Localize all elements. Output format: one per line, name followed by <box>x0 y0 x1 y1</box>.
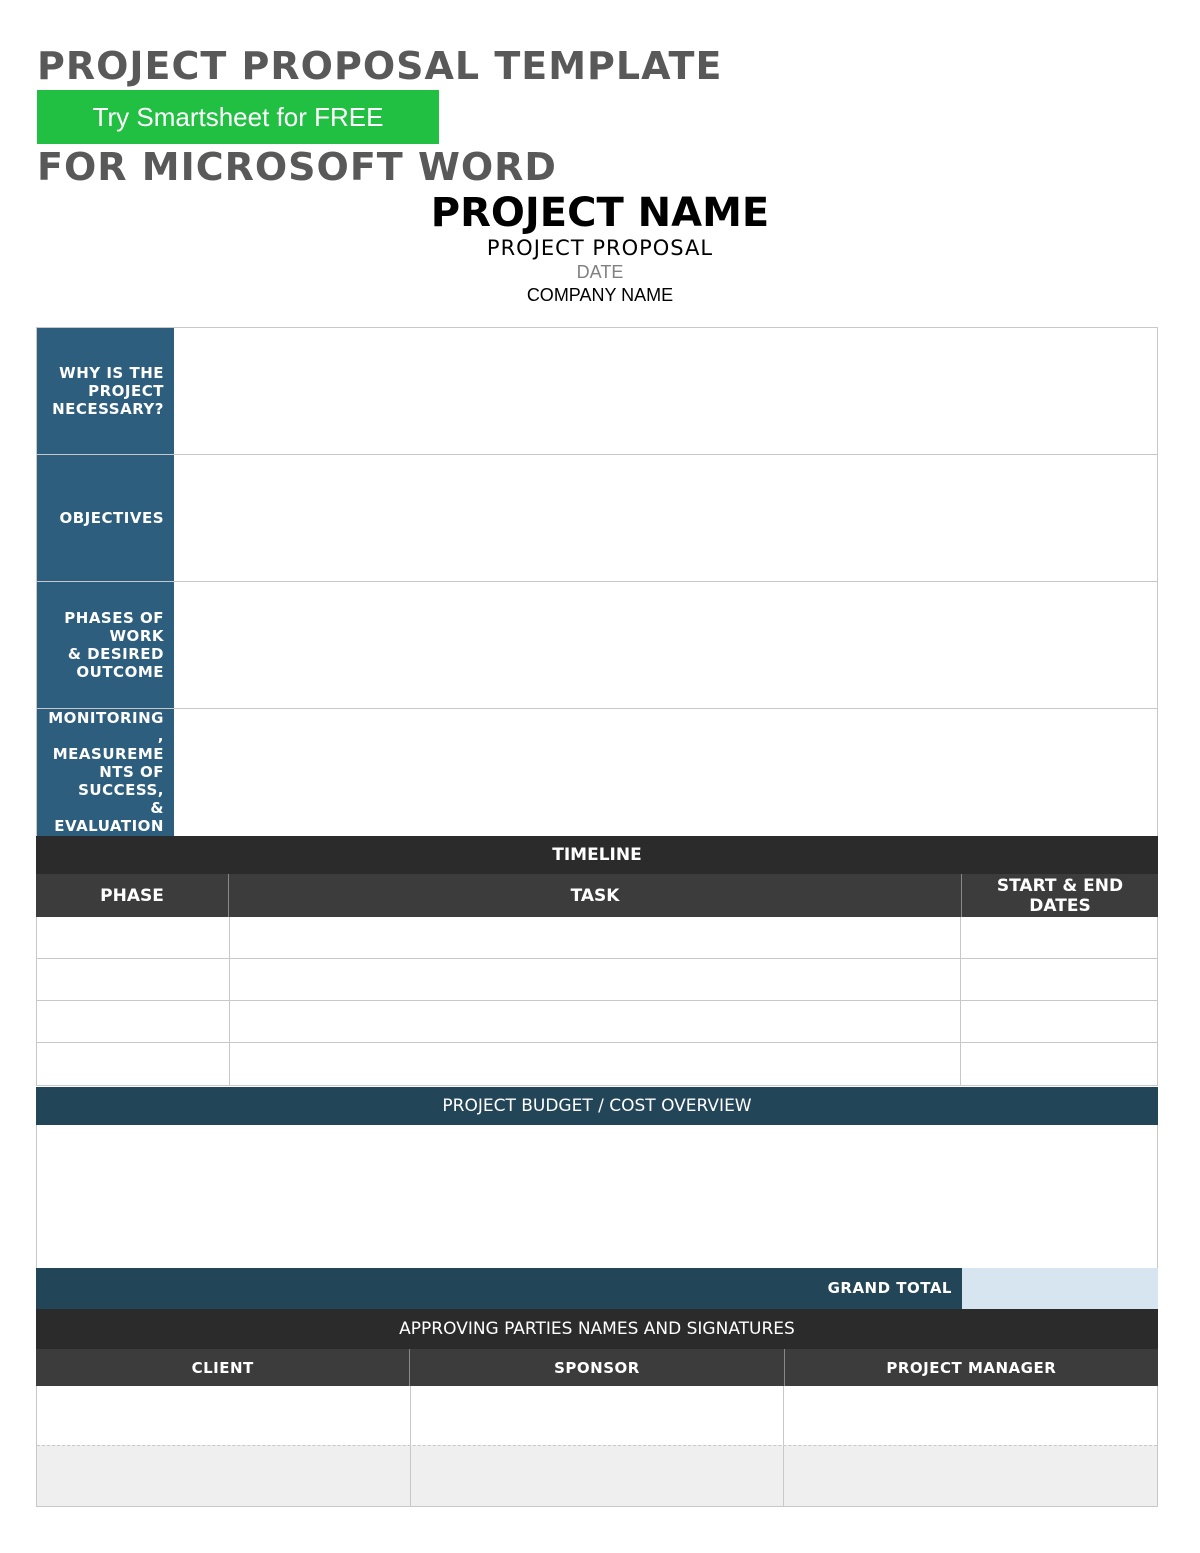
phase-cell[interactable] <box>37 917 230 958</box>
label-line: WORK <box>109 627 164 645</box>
timeline-table-body <box>36 917 1158 1086</box>
project-name[interactable]: PROJECT NAME <box>430 190 770 236</box>
timeline-header: TIMELINE <box>36 836 1158 874</box>
proposal-questions-table <box>36 327 1158 838</box>
table-row <box>37 959 1157 1001</box>
label-line: OBJECTIVES <box>59 509 164 527</box>
phase-cell[interactable] <box>37 959 230 1000</box>
timeline-col-dates <box>962 874 1158 917</box>
question-label-necessity <box>37 328 174 454</box>
label-line: , <box>157 727 164 745</box>
approvals-col-project-manager: PROJECT MANAGER <box>784 1349 1158 1386</box>
timeline-col-phase: PHASE <box>36 874 229 917</box>
task-cell[interactable] <box>230 1043 962 1085</box>
answer-cell-objectives[interactable] <box>174 455 1157 581</box>
approvals-table-body <box>36 1386 1158 1507</box>
label-line: & DESIRED <box>67 645 164 663</box>
question-row-phases <box>37 582 1157 709</box>
timeline-column-headers <box>36 874 1158 917</box>
proposal-date[interactable]: DATE <box>576 262 624 282</box>
table-row <box>37 917 1157 959</box>
label-line: EVALUATION <box>54 817 164 835</box>
document-type: PROJECT PROPOSAL <box>486 236 714 260</box>
label-line: PHASES OF <box>64 609 164 627</box>
question-label-objectives <box>37 455 174 581</box>
question-row-monitoring <box>37 709 1157 837</box>
approvals-column-headers <box>36 1349 1158 1386</box>
task-cell[interactable] <box>230 917 962 958</box>
client-name-cell[interactable] <box>37 1386 410 1445</box>
label-line: MEASUREME <box>52 745 164 763</box>
label-line: OUTCOME <box>76 663 164 681</box>
dates-header-line2: DATES <box>1029 895 1091 916</box>
approver-name-row <box>37 1386 1157 1445</box>
sponsor-signature-cell[interactable] <box>410 1446 784 1506</box>
label-line: NECESSARY? <box>52 400 164 418</box>
grand-total-label: GRAND TOTAL <box>36 1268 962 1309</box>
company-name[interactable]: COMPANY NAME <box>526 285 674 305</box>
answer-cell-necessity[interactable] <box>174 328 1157 454</box>
sponsor-name-cell[interactable] <box>410 1386 784 1445</box>
grand-total-value[interactable] <box>962 1268 1158 1309</box>
question-row-objectives <box>37 455 1157 582</box>
budget-content-area[interactable] <box>36 1125 1158 1268</box>
label-line: MONITORING <box>48 709 164 727</box>
label-line: & <box>150 799 164 817</box>
label-line: SUCCESS, <box>78 781 164 799</box>
try-smartsheet-button[interactable]: Try Smartsheet for FREE <box>37 90 439 144</box>
project-manager-name-cell[interactable] <box>783 1386 1157 1445</box>
phase-cell[interactable] <box>37 1043 230 1085</box>
document-title-line1: PROJECT PROPOSAL TEMPLATE <box>37 44 723 88</box>
project-manager-signature-cell[interactable] <box>783 1446 1157 1506</box>
document-title-line2: FOR MICROSOFT WORD <box>37 145 557 189</box>
question-label-phases <box>37 582 174 708</box>
task-cell[interactable] <box>230 1001 962 1042</box>
client-signature-cell[interactable] <box>37 1446 410 1506</box>
label-line: PROJECT <box>88 382 164 400</box>
approvals-col-sponsor: SPONSOR <box>409 1349 783 1386</box>
question-row-necessity <box>37 328 1157 455</box>
dates-cell[interactable] <box>961 917 1157 958</box>
answer-cell-monitoring[interactable] <box>174 709 1157 837</box>
approvals-col-client: CLIENT <box>36 1349 409 1386</box>
table-row <box>37 1001 1157 1043</box>
answer-cell-phases[interactable] <box>174 582 1157 708</box>
dates-cell[interactable] <box>961 959 1157 1000</box>
budget-header: PROJECT BUDGET / COST OVERVIEW <box>36 1087 1158 1125</box>
timeline-col-task: TASK <box>229 874 962 917</box>
dates-cell[interactable] <box>961 1043 1157 1085</box>
approvals-header: APPROVING PARTIES NAMES AND SIGNATURES <box>36 1309 1158 1349</box>
phase-cell[interactable] <box>37 1001 230 1042</box>
grand-total-row <box>36 1268 1158 1309</box>
label-line: WHY IS THE <box>59 364 164 382</box>
dates-header-line1: START & END <box>996 875 1124 896</box>
table-row <box>37 1043 1157 1085</box>
question-label-monitoring <box>37 709 174 837</box>
signature-row <box>37 1445 1157 1506</box>
label-line: NTS OF <box>99 763 164 781</box>
dates-cell[interactable] <box>961 1001 1157 1042</box>
task-cell[interactable] <box>230 959 962 1000</box>
